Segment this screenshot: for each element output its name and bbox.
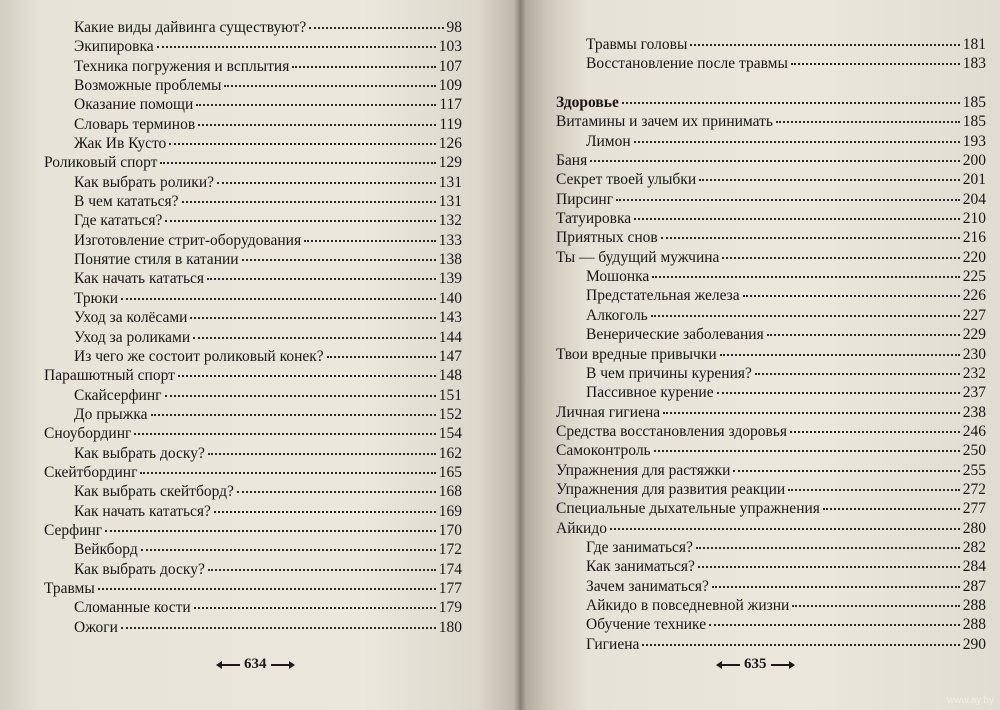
toc-entry-page: 119: [439, 115, 462, 133]
dot-leader: [733, 470, 959, 472]
toc-entry-page: 250: [962, 442, 986, 460]
dot-leader: [651, 315, 960, 317]
dot-leader: [121, 627, 436, 629]
toc-entry-title: Как заниматься?: [586, 558, 695, 576]
right-toc: [556, 35, 986, 654]
toc-entry-title: Баня: [556, 152, 588, 170]
toc-entry: [44, 521, 462, 540]
dot-leader: [309, 27, 443, 29]
toc-entry-page: 132: [438, 212, 462, 230]
toc-entry-title: Как выбрать ролики?: [74, 173, 215, 191]
toc-entry: [44, 192, 462, 211]
toc-entry: [556, 403, 986, 422]
toc-entry-title: Приятных снов: [556, 229, 658, 247]
dot-leader: [709, 624, 960, 626]
dot-leader: [214, 511, 436, 513]
toc-entry-title: Трюки: [74, 289, 119, 307]
toc-entry: [44, 211, 462, 230]
toc-entry: [44, 618, 462, 637]
section-gap: [556, 74, 986, 93]
toc-entry-page: 148: [438, 367, 462, 385]
dot-leader: [767, 334, 960, 336]
toc-entry-title: Личная гигиена: [556, 403, 661, 421]
toc-entry-title: Айкидо: [556, 519, 607, 537]
dot-leader: [157, 46, 436, 48]
dot-leader: [616, 199, 960, 201]
toc-entry-page: 280: [962, 519, 986, 537]
toc-entry-title: Мошонка: [586, 268, 650, 286]
toc-entry-page: 200: [962, 152, 986, 170]
right-folio-text: 635: [744, 656, 767, 672]
toc-entry-page: 179: [438, 599, 462, 617]
toc-entry-page: 181: [962, 36, 986, 53]
dot-leader: [652, 276, 959, 278]
toc-entry: [44, 540, 462, 559]
toc-entry-page: 232: [962, 364, 986, 382]
toc-entry-title: Как начать кататься: [74, 270, 205, 288]
toc-entry: [44, 482, 462, 501]
dot-leader: [610, 528, 960, 530]
toc-entry-page: 255: [962, 461, 986, 479]
dot-leader: [698, 566, 960, 568]
dot-leader: [165, 395, 436, 397]
toc-entry-page: 165: [438, 463, 462, 481]
dot-leader: [190, 317, 435, 319]
toc-entry-title: Где заниматься?: [586, 538, 693, 556]
toc-entry: [44, 598, 462, 617]
toc-entry-title: Ты — будущий мужчина: [556, 248, 720, 266]
dot-leader: [720, 354, 960, 356]
toc-entry-page: 168: [438, 483, 462, 501]
toc-entry-title: Алкоголь: [586, 306, 648, 324]
toc-entry: [556, 170, 986, 189]
toc-entry-page: 185: [962, 94, 986, 112]
toc-entry: [556, 461, 986, 480]
toc-entry-page: 169: [438, 502, 462, 520]
dot-leader: [788, 489, 960, 491]
toc-entry: [556, 345, 986, 364]
toc-entry-title: Пассивное курение: [586, 384, 714, 402]
folio-ornament-left-icon: [218, 662, 240, 668]
dot-leader: [790, 431, 960, 433]
toc-entry-page: 287: [962, 577, 986, 595]
toc-entry-page: 147: [438, 347, 462, 365]
toc-entry: [556, 499, 986, 518]
toc-entry-page: 131: [438, 173, 462, 191]
folio-ornament-right-icon: [271, 662, 293, 668]
toc-entry-title: Специальные дыхательные упражнения: [556, 500, 820, 518]
toc-entry: [44, 134, 462, 153]
toc-entry: [44, 289, 462, 308]
toc-entry-page: 129: [438, 154, 462, 172]
dot-leader: [292, 66, 435, 68]
right-page: [520, 0, 1000, 710]
toc-entry: [556, 190, 986, 209]
dot-leader: [791, 63, 960, 65]
toc-entry-title: Предстательная железа: [586, 287, 740, 305]
toc-entry: [556, 93, 986, 112]
toc-entry-page: 143: [438, 309, 462, 327]
toc-entry: [556, 615, 986, 634]
dot-leader: [134, 433, 435, 435]
toc-entry-page: 204: [962, 190, 986, 208]
dot-leader: [169, 143, 435, 145]
toc-entry: [556, 596, 986, 615]
toc-entry: [556, 441, 986, 460]
toc-entry: [556, 35, 986, 54]
toc-entry-page: 107: [438, 57, 462, 75]
toc-entry-title: Айкидо в повседневной жизни: [586, 596, 790, 614]
toc-entry-page: 144: [438, 328, 462, 346]
toc-entry-page: 185: [962, 113, 986, 131]
toc-entry-title: Венерические заболевания: [586, 326, 764, 344]
toc-entry-title: Парашютный спорт: [44, 367, 175, 385]
toc-entry-page: 177: [438, 579, 462, 597]
toc-entry-page: 227: [962, 306, 986, 324]
toc-entry: [556, 383, 986, 402]
toc-entry-page: 237: [962, 384, 986, 402]
dot-leader: [198, 124, 436, 126]
toc-entry-title: Упражнения для развития реакции: [556, 480, 786, 498]
dot-leader: [237, 491, 436, 493]
toc-entry: [556, 538, 986, 557]
dot-leader: [194, 607, 436, 609]
toc-entry-page: 272: [962, 480, 986, 498]
toc-entry: [44, 424, 462, 443]
toc-entry: [556, 209, 986, 228]
toc-entry-title: Лимон: [586, 132, 631, 150]
toc-entry: [556, 364, 986, 383]
toc-entry-page: 140: [438, 289, 462, 307]
dot-leader: [717, 392, 960, 394]
toc-entry: [44, 250, 462, 269]
toc-entry: [44, 18, 462, 37]
toc-entry-page: 277: [962, 500, 986, 518]
dot-leader: [151, 414, 436, 416]
toc-entry-title: Здоровье: [556, 94, 619, 112]
toc-entry-page: 193: [962, 132, 986, 150]
toc-entry-page: 282: [962, 538, 986, 556]
toc-entry-title: Травмы: [44, 579, 95, 597]
toc-entry-title: Как выбрать доску?: [74, 560, 205, 578]
toc-entry-title: Гигиена: [586, 635, 640, 653]
toc-entry-page: 109: [438, 77, 462, 95]
toc-entry: [44, 405, 462, 424]
toc-entry-page: 284: [962, 558, 986, 576]
toc-entry-page: 170: [438, 521, 462, 539]
dot-leader: [743, 295, 960, 297]
toc-entry: [556, 228, 986, 247]
toc-entry: [44, 173, 462, 192]
book-gutter: [514, 0, 526, 710]
dot-leader: [634, 218, 960, 220]
toc-entry-title: Техника погружения и всплытия: [74, 57, 290, 75]
toc-entry-page: 151: [438, 386, 462, 404]
toc-entry-page: 201: [962, 171, 986, 189]
toc-entry-title: Ожоги: [74, 618, 118, 636]
dot-leader: [217, 182, 436, 184]
toc-entry-page: 117: [439, 96, 462, 114]
toc-entry-title: Уход за роликами: [74, 328, 191, 346]
dot-leader: [98, 588, 436, 590]
toc-entry-page: 210: [962, 210, 986, 228]
left-toc: [44, 18, 462, 637]
toc-entry-title: Самоконтроль: [556, 442, 651, 460]
toc-entry: [44, 560, 462, 579]
toc-entry: [44, 308, 462, 327]
toc-entry: [44, 328, 462, 347]
dot-leader: [121, 298, 436, 300]
toc-entry-page: 154: [438, 425, 462, 443]
toc-entry: [44, 95, 462, 114]
toc-entry: [556, 577, 986, 596]
toc-entry-page: 220: [962, 248, 986, 266]
dot-leader: [699, 179, 960, 181]
toc-entry-page: 225: [962, 268, 986, 286]
toc-entry-page: 180: [438, 618, 462, 636]
toc-entry: [44, 37, 462, 56]
toc-entry: [556, 112, 986, 131]
toc-entry-page: 230: [962, 345, 986, 363]
toc-entry: [44, 444, 462, 463]
toc-entry-title: Словарь терминов: [74, 115, 196, 133]
dot-leader: [207, 278, 436, 280]
toc-entry-title: Скайсерфинг: [74, 386, 162, 404]
dot-leader: [165, 220, 435, 222]
toc-entry: [44, 76, 462, 95]
left-folio-text: 634: [244, 656, 267, 672]
toc-entry: [44, 502, 462, 521]
dot-leader: [196, 104, 436, 106]
toc-entry-title: Скейтбординг: [44, 463, 138, 481]
dot-leader: [642, 644, 959, 646]
dot-leader: [141, 549, 436, 551]
toc-entry: [556, 306, 986, 325]
toc-entry-title: До прыжка: [74, 405, 148, 423]
toc-entry: [556, 54, 986, 73]
toc-entry: [556, 248, 986, 267]
dot-leader: [224, 85, 435, 87]
toc-entry-page: 131: [438, 193, 462, 211]
toc-entry-page: 98: [446, 19, 462, 36]
dot-leader: [654, 450, 960, 452]
toc-entry-title: Какие виды дайвинга существуют?: [74, 19, 307, 36]
toc-entry: [44, 579, 462, 598]
dot-leader: [304, 240, 436, 242]
toc-entry: [556, 557, 986, 576]
toc-entry-title: Упражнения для растяжки: [556, 461, 731, 479]
toc-entry-page: 133: [438, 231, 462, 249]
toc-entry: [556, 267, 986, 286]
toc-entry-title: Восстановление после травмы: [586, 55, 788, 73]
toc-entry: [44, 57, 462, 76]
dot-leader: [208, 453, 436, 455]
dot-leader: [690, 44, 959, 46]
toc-entry-title: В чем кататься?: [74, 193, 179, 211]
toc-entry-page: 172: [438, 541, 462, 559]
left-page-number: [218, 656, 293, 673]
dot-leader: [178, 375, 436, 377]
dot-leader: [327, 356, 436, 358]
toc-entry-title: Как начать кататься?: [74, 502, 211, 520]
dot-leader: [193, 337, 436, 339]
toc-entry: [44, 269, 462, 288]
toc-entry: [44, 366, 462, 385]
dot-leader: [712, 586, 960, 588]
dot-leader: [755, 373, 960, 375]
toc-entry-title: Сломанные кости: [74, 599, 191, 617]
toc-entry-page: 238: [962, 403, 986, 421]
dot-leader: [634, 141, 960, 143]
watermark: www.ay.by: [946, 695, 994, 706]
folio-ornament-left-icon: [718, 662, 740, 668]
toc-entry-page: 229: [962, 326, 986, 344]
toc-entry: [556, 286, 986, 305]
toc-entry-title: Вейкборд: [74, 541, 138, 559]
toc-entry-title: Жак Ив Кусто: [74, 135, 167, 153]
dot-leader: [208, 569, 436, 571]
dot-leader: [661, 237, 960, 239]
toc-entry-page: 152: [438, 405, 462, 423]
dot-leader: [823, 508, 960, 510]
toc-entry: [556, 422, 986, 441]
toc-entry-title: Твои вредные привычки: [556, 345, 717, 363]
toc-entry-page: 290: [962, 635, 986, 653]
toc-entry-page: 103: [438, 38, 462, 56]
toc-entry: [44, 231, 462, 250]
toc-entry: [556, 325, 986, 344]
dot-leader: [696, 547, 960, 549]
toc-entry-title: Средства восстановления здоровья: [556, 422, 787, 440]
toc-entry-title: Зачем заниматься?: [586, 577, 709, 595]
toc-entry: [44, 153, 462, 172]
toc-entry-title: Секрет твоей улыбки: [556, 171, 697, 189]
dot-leader: [140, 472, 435, 474]
toc-entry-page: 138: [438, 251, 462, 269]
toc-entry: [556, 132, 986, 151]
toc-entry: [556, 519, 986, 538]
toc-entry: [44, 386, 462, 405]
toc-entry: [556, 635, 986, 654]
toc-entry-page: 183: [962, 55, 986, 73]
toc-entry-title: Татуировка: [556, 210, 632, 228]
toc-entry-title: Оказание помощи: [74, 96, 194, 114]
toc-entry: [44, 115, 462, 134]
toc-entry-title: Травмы головы: [586, 36, 688, 53]
dot-leader: [590, 160, 960, 162]
toc-entry-title: Из чего же состоит роликовый конек?: [74, 347, 324, 365]
toc-entry-title: Экипировка: [74, 38, 154, 56]
toc-entry-title: Витамины и зачем их принимать: [556, 113, 773, 131]
toc-entry-title: Где кататься?: [74, 212, 163, 230]
toc-entry: [556, 151, 986, 170]
toc-entry-title: Понятие стиля в катании: [74, 251, 239, 269]
toc-entry-title: Роликовый спорт: [44, 154, 158, 172]
dot-leader: [622, 102, 960, 104]
toc-entry-page: 162: [438, 444, 462, 462]
dot-leader: [722, 257, 959, 259]
toc-entry: [556, 480, 986, 499]
toc-entry-page: 174: [438, 560, 462, 578]
toc-entry-title: Как выбрать доску?: [74, 444, 205, 462]
toc-entry-title: Обучение технике: [586, 616, 707, 634]
toc-entry: [44, 347, 462, 366]
right-page-number: [718, 656, 793, 673]
toc-entry-title: Возможные проблемы: [74, 77, 222, 95]
dot-leader: [663, 412, 960, 414]
toc-entry-title: Серфинг: [44, 521, 103, 539]
toc-entry-page: 246: [962, 422, 986, 440]
toc-entry-title: Как выбрать скейтборд?: [74, 483, 234, 501]
toc-entry-title: Уход за колёсами: [74, 309, 188, 327]
toc-entry-title: Изготовление стрит-оборудования: [74, 231, 302, 249]
toc-entry-page: 139: [438, 270, 462, 288]
dot-leader: [792, 605, 959, 607]
toc-entry-title: Пирсинг: [556, 190, 614, 208]
dot-leader: [242, 259, 436, 261]
dot-leader: [776, 121, 960, 123]
folio-ornament-right-icon: [771, 662, 793, 668]
toc-entry-page: 288: [962, 616, 986, 634]
toc-entry-page: 216: [962, 229, 986, 247]
toc-entry-page: 126: [438, 135, 462, 153]
toc-entry-title: Сноубординг: [44, 425, 132, 443]
toc-entry-page: 226: [962, 287, 986, 305]
dot-leader: [182, 201, 436, 203]
toc-entry-page: 288: [962, 596, 986, 614]
dot-leader: [105, 530, 436, 532]
toc-entry: [44, 463, 462, 482]
dot-leader: [160, 162, 435, 164]
toc-entry-title: В чем причины курения?: [586, 364, 752, 382]
